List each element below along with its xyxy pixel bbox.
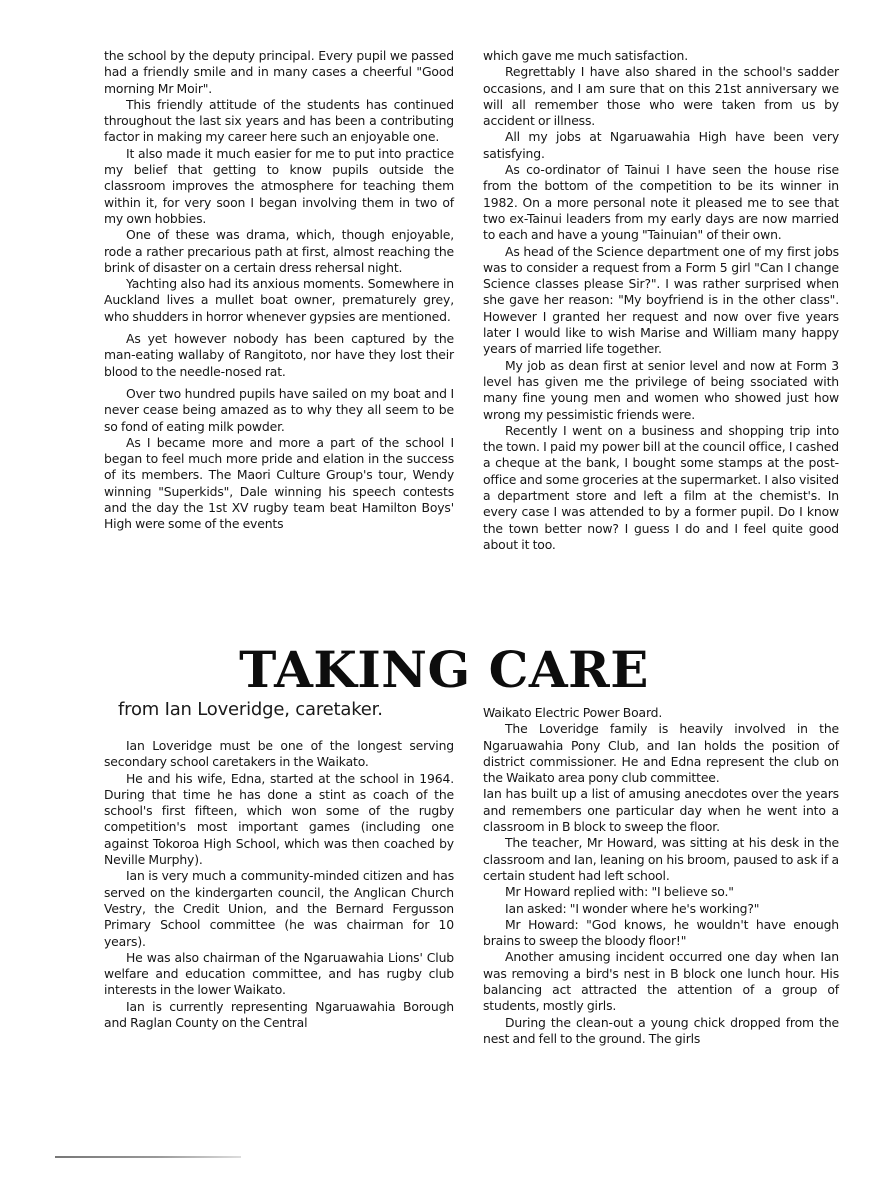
article-column-top-right (483, 48, 839, 553)
paragraph: Yachting also had its anxious moments. Somewhere in Auckland lives a mullet boat owner, prematurely grey, who shudders in horror whenever gypsies are mentioned. (104, 276, 454, 324)
feature-byline: from Ian Loveridge, caretaker. (118, 699, 383, 720)
paragraph: He and his wife, Edna, started at the school in 1964. During that time he has done a stint as coach of the school's first fifteen, which won some of the rugby competition's most important games (including one against Tokoroa High School, which was then coached by Neville Murphy). (104, 770, 454, 868)
paragraph: Another amusing incident occurred one day when Ian was removing a bird's nest in B block one lunch hour. His balancing act attracted the attention of a group of students, mostly girls. (483, 949, 839, 1014)
paragraph: Over two hundred pupils have sailed on my boat and I never cease being amazed as to why they all seem to be so fond of eating milk powder. (104, 385, 454, 434)
paragraph: Ian Loveridge must be one of the longest serving secondary school caretakers in the Waikato. (104, 738, 454, 770)
paragraph: As head of the Science department one of my first jobs was to consider a request from a Form 5 girl "Can I change Science classes please Sir?". I was rather surprised when she gave her reason: "My boyfriend is in the other class". However I granted her request and now over five years later I would like to wish Marise and William many happy years of married life together. (483, 243, 839, 357)
feature-column-right (483, 705, 839, 1047)
paragraph: During the clean-out a young chick dropped from the nest and fell to the ground. The girls (483, 1014, 839, 1046)
paragraph: Regrettably I have also shared in the school's sadder occasions, and I am sure that on this 21st anniversary we will all remember those who were taken from us by accident or illness. (483, 64, 839, 129)
paragraph: Waikato Electric Power Board. (483, 705, 663, 720)
paragraph: As co-ordinator of Tainui I have seen the house rise from the bottom of the competition to be its winner in 1982. On a more personal note it pleased me to see that two ex-Tainui leaders from my early days are now married to each and have a young "Tainuian" of their own. (483, 162, 839, 243)
paragraph: He was also chairman of the Ngaruawahia Lions' Club welfare and education committee, and has rugby club interests in the lower Waikato. (104, 949, 454, 998)
paragraph: Ian has built up a list of amusing anecdotes over the years and remembers one particular day when he went into a classroom in B block to sweep the floor. (483, 786, 839, 835)
paragraph: As I became more and more a part of the school I began to feel much more pride and elation in the success of its members. The Maori Culture Group's tour, Wendy winning "Superkids", Dale winning his speech contests and the day the 1st XV rugby team beat Hamilton Boys' High were some of the events (104, 434, 454, 532)
article-column-top-left (104, 48, 454, 533)
paragraph: As yet however nobody has been captured by the man-eating wallaby of Rangitoto, nor have they lost their blood to the needle-nosed rat. (104, 331, 454, 379)
paragraph: Ian asked: "I wonder where he's working?" (505, 900, 760, 916)
paragraph: My job as dean first at senior level and now at Form 3 level has given me the privilege of being ssociated with many fine young men and women who showed just how wrong my pessimistic friends were. (483, 357, 839, 422)
paragraph: Recently I went on a business and shopping trip into the town. I paid my power bill at the council office, I cashed a cheque at the bank, I bought some stamps at the post-office and some groceries at the supermarket. I also visited a department store and left a film at the chemist's. In every case I was attended to by a former pupil. Do I know the town better now? I guess I do and I feel quite good about it too. (483, 422, 839, 552)
footer-rule-divider (55, 1156, 241, 1158)
paragraph: Ian is currently representing Ngaruawahia Borough and Raglan County on the Central (104, 998, 454, 1031)
paragraph: Ian is very much a community-minded citizen and has served on the kindergarten council, the Anglican Church Vestry, the Credit Union, and the Bernard Fergusson Primary School committee (he was chairman for 10 years). (104, 868, 454, 949)
paragraph: The teacher, Mr Howard, was sitting at his desk in the classroom and Ian, leaning on his broom, paused to ask if a certain student had left school. (483, 835, 839, 883)
paragraph: One of these was drama, which, though enjoyable, rode a rather precarious path at first, almost reaching the brink of disaster on a certain dress rehersal night. (104, 227, 454, 275)
paragraph: which gave me much satisfaction. (483, 48, 688, 63)
feature-headline: TAKING CARE (239, 640, 649, 699)
paragraph: Mr Howard: "God knows, he wouldn't have enough brains to sweep the bloody floor!" (483, 916, 839, 949)
feature-column-left (104, 738, 454, 1031)
paragraph: The Loveridge family is heavily involved in the Ngaruawahia Pony Club, and Ian holds the position of district commissioner. He and Edna represent the club on the Waikato area pony club committee. (483, 721, 839, 786)
paragraph: the school by the deputy principal. Every pupil we passed had a friendly smile and in many cases a cheerful "Good morning Mr Moir". (104, 48, 454, 96)
paragraph: Mr Howard replied with: "I believe so." (505, 884, 734, 900)
paragraph: All my jobs at Ngaruawahia High have been very satisfying. (483, 129, 839, 161)
paragraph: This friendly attitude of the students has continued throughout the last six years and has been a contributing factor in making my career here such an enjoyable one. (104, 96, 454, 145)
paragraph: It also made it much easier for me to put into practice my belief that getting to know pupils outside the classroom improves the atmosphere for teaching them within it, for very soon I began involving them in two of my own hobbies. (104, 145, 454, 226)
